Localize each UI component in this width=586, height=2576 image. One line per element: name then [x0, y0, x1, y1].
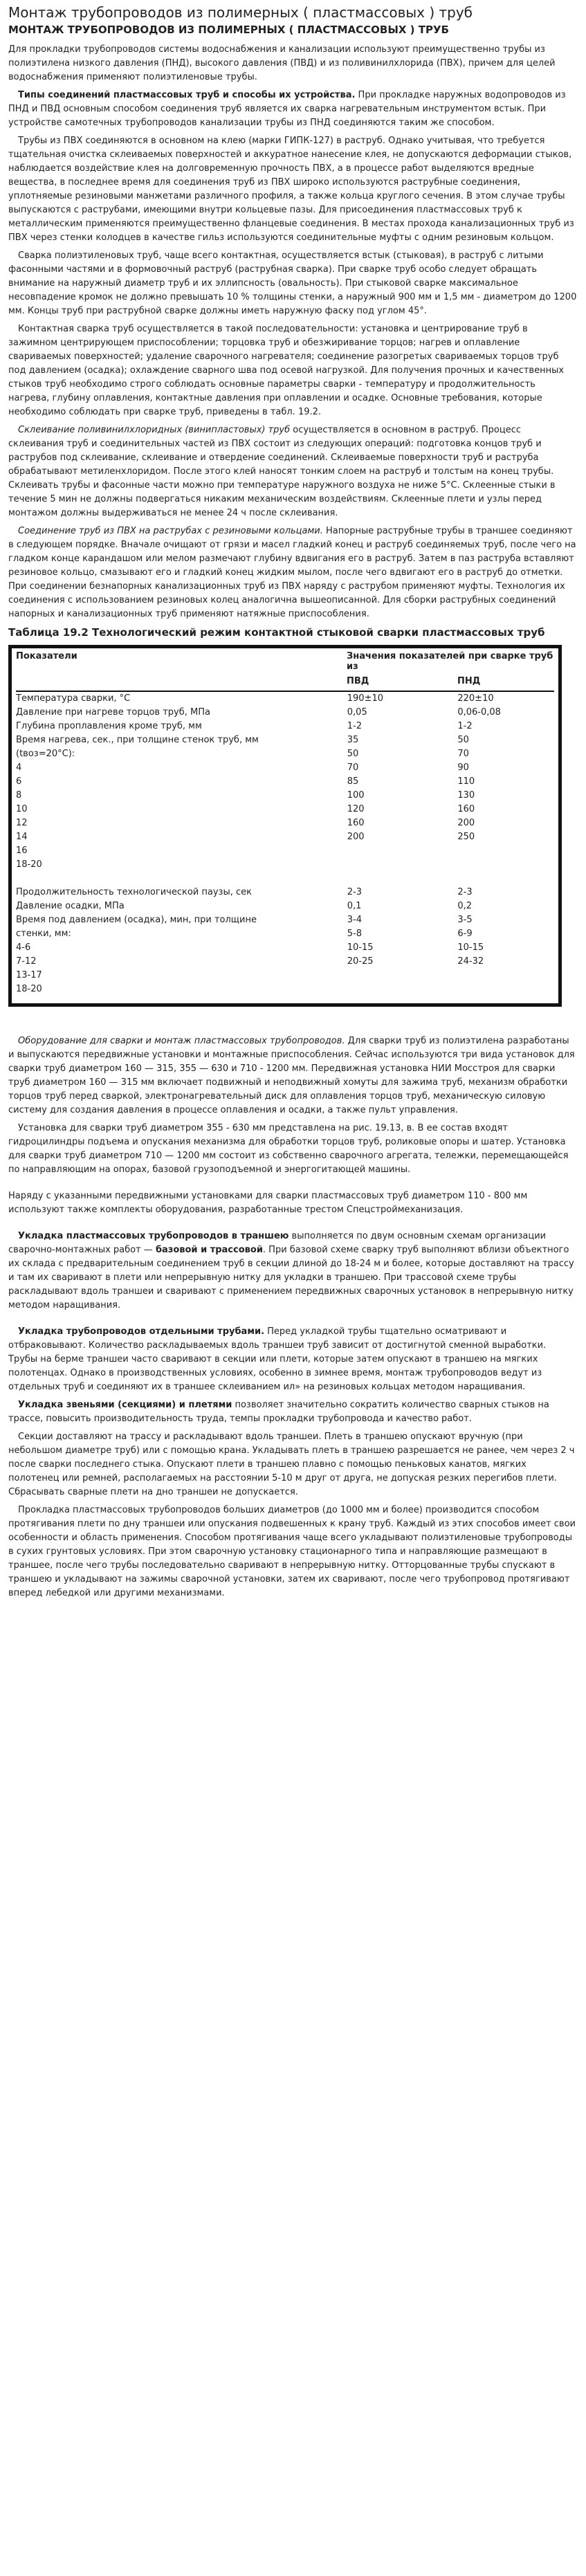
- bold-lead: Укладка пластмассовых трубопроводов в траншею: [18, 1231, 289, 1241]
- paragraph-welding: Сварка полиэтиленовых труб, чаще всего контактная, осуществляется встык (стыковая), в раструб с литыми фасонными частями и в формовочный раструб (раструбная сварка). При сварке труб особо следует обращать внимание на наружный диаметр труб и их эллипсность (овальность). При стыковой сварке максимальное несовпадение кромок не должно превышать 10 % толщины стенки, а наружный 900 мм и 1,5 мм - диаметром до 1200 мм. Концы труб при раструбной сварке должны иметь наружную фаску под углом 45°.: [8, 250, 577, 316]
- italic-lead: Оборудование для сварки и монтаж пластмассовых трубопроводов.: [18, 1036, 345, 1046]
- table-body: [16, 692, 554, 996]
- cell-pnd: 6-9: [457, 929, 473, 939]
- page-subtitle: МОНТАЖ ТРУБОПРОВОДОВ ИЗ ПОЛИМЕРНЫХ ( ПЛАСТМАССОВЫХ ) ТРУБ: [8, 24, 449, 36]
- table-row: [16, 844, 554, 858]
- cell-pnd: 220±10: [457, 693, 494, 704]
- header-params: Показатели: [16, 651, 77, 661]
- cell-pvd: [347, 858, 458, 872]
- table-row: [16, 830, 554, 844]
- table-row: [16, 761, 554, 775]
- cell-param: 10: [16, 804, 28, 814]
- cell-pnd: 10-15: [457, 942, 484, 953]
- header-pvd: ПВД: [347, 676, 369, 686]
- cell-param: 6: [16, 776, 22, 787]
- cell-pnd: 0,2: [457, 901, 473, 911]
- cell-param: Давление осадки, МПа: [16, 901, 125, 911]
- cell-pnd: 0,06-0,08: [457, 707, 501, 718]
- cell-param: 14: [16, 832, 28, 842]
- paragraph-text: Напорные раструбные трубы в траншее соединяют в следующем порядке. Вначале очищают от грязи и масел гладкий конец и раструб соединяемых труб, после чего на гладком конце карандашом или мелом размечают глубину вдвигания его в раструб. Затем в паз раструба вставляют резиновое кольцо, смазывают его и гладкий конец жидким мылом, после чего вдвигают его в раструб до отметки. При соединении безнапорных канализационных труб из ПВХ наряду с раструбом применяют муфты. Технология их соединения с использованием резиновых колец аналогична вышеописанной. Для сборки раструбных соединений напорных и канализационных труб применяют натяжные приспособления.: [8, 526, 576, 619]
- header-pnd: ПНД: [457, 676, 481, 686]
- paragraph-text: Перед укладкой трубы тщательно осматривают и отбраковывают. Количество раскладываемых вдоль траншеи труб зависит от достигнутой сменной выработки. Трубы на берме траншеи часто сваривают в секции или плети, которые затем опускают в траншею на мягких полотенцах. Однако в производственных условиях, особенно в зимнее время, монтаж трубопроводов ведут из отдельных труб и соединяют их в траншее склеиванием ил» на резиновых кольцах методом наращивания.: [8, 1326, 547, 1392]
- table-row: [16, 747, 554, 761]
- paragraph-text: осуществляется в основном в раструб. Процесс склеивания труб и соединительных частей из ПВХ состоит из следующих операций: подготовка концов труб и раструбов под склеивание, склеивание и отвердение соединений. Склеиваемые поверхности труб и раструба обрабатывают метиленхлоридом. После этого клей наносят тонким слоем на раструб и толстым на конец трубы. Склеивать трубы и фасонные части можно при температуре наружного воздуха не ниже 5°С. Склеенные стыки в течение 5 мин не должны подвергаться никаким механическим воздействиям. Склеенные плети и узлы перед монтажом должны выдерживаться не менее 24 ч после склеивания.: [8, 425, 556, 518]
- table-title: Таблица 19.2 Технологический режим контактной стыковой сварки пластмассовых труб: [8, 626, 545, 639]
- cell-param: Давление при нагреве торцов труб, МПа: [16, 707, 210, 718]
- cell-param: Время нагрева, сек., при толщине стенок труб, мм: [16, 735, 259, 745]
- paragraph-joint-types: [8, 89, 577, 130]
- welding-table: [8, 645, 562, 1007]
- cell-pvd: 160: [347, 818, 365, 828]
- cell-pnd: 250: [457, 832, 475, 842]
- cell-param: 18-20: [16, 859, 42, 870]
- table-row: [16, 872, 554, 886]
- table-row: [16, 941, 554, 955]
- paragraph-intro: Для прокладки трубопроводов системы водоснабжения и канализации используют преимущественно трубы из полиэтилена низкого давления (ПНД), высокого давления (ПВД) и из поливинилхлорида (ПВХ), причем для целей водоснабжения применяют полиэтиленовые трубы.: [8, 44, 556, 82]
- cell-pvd: 100: [347, 790, 365, 801]
- table-row: [16, 886, 554, 899]
- table-row: [16, 706, 554, 720]
- cell-pnd: 160: [457, 804, 475, 814]
- paragraph-rubber-rings: [8, 524, 577, 621]
- cell-pnd: 2-3: [457, 887, 473, 897]
- bold-term: базовой и трассовой: [155, 1245, 263, 1255]
- table-row: [16, 789, 554, 803]
- cell-pnd: 110: [457, 776, 475, 787]
- italic-lead: Соединение труб из ПВХ на раструбах с резиновыми кольцами.: [18, 526, 323, 536]
- cell-pvd: 50: [347, 749, 359, 759]
- cell-param: (tвоз=20°С):: [16, 749, 75, 759]
- table-row: [16, 858, 554, 872]
- header-subcols: [347, 676, 554, 686]
- table-row: [16, 816, 554, 830]
- paragraph-large-diameter: Прокладка пластмассовых трубопроводов больших диаметров (до 1000 мм и более) производится способом протягивания плети по дну траншеи или опускания подвешенных к крану труб. Каждый из этих способов имеет свои особенности и область применения. Способом протягивания чаще всего укладывают полиэтиленовые трубопроводы в сухих грунтовых условиях. При этом сварочную установку стационарного типа и направляющие размещают в траншее, после чего трубы последовательно сваривают в непрерывную нитку. Отторцованные трубы спускают в траншею и укладывают на зажимы сварочной установки, затем их сваривают, после чего трубопровод протягивают вперед лебедкой или другими механизмами.: [8, 1505, 576, 1598]
- cell-pnd: 50: [457, 735, 469, 745]
- paragraph-separate-pipes: [8, 1325, 577, 1394]
- cell-pvd: 1-2: [347, 721, 362, 731]
- cell-pvd: 0,05: [347, 707, 367, 718]
- cell-param: 4: [16, 762, 22, 773]
- cell-pvd: 2-3: [347, 887, 362, 897]
- paragraph-pvc-glue: Трубы из ПВХ соединяются в основном на клею (марки ГИПК-127) в раструб. Однако учитывая, что требуется тщательная очистка склеиваемых поверхностей и аккуратное нанесение клея, не допускаются деформации стыков, наблюдается воздействие клея на долговременную прочность ПВХ, а в процессе работ выделяются вредные вещества, в последнее время для соединения труб из ПВХ широко используются раструбные соединения, уплотняемые резиновыми манжетами различного профиля, а также кольца круглого сечения. В этом случае трубы выпускаются с раструбами, имеющими внутри кольцевые пазы. Для присоединения пластмассовых труб к металлическим применяются преимущественно фланцевые соединения. В местах прохода канализационных труб из ПВХ через стенки колодцев в качестве гильз используются соединительные муфты с одним резиновым кольцом.: [8, 136, 574, 243]
- cell-pvd: 5-8: [347, 929, 362, 939]
- table-header: [16, 651, 554, 692]
- cell-pnd: 130: [457, 790, 475, 801]
- paragraph-text: . При базовой схеме сварку труб выполняют вблизи объектного их склада с предварительным соединением труб в секции длиной до 18-24 м и более, которые доставляют на трассу и там их сваривают в плети или непрерывную нитку для укладки в траншею. При трассовой схеме трубы раскладывают вдоль траншеи и сваривают с применением передвижных сварочных установок в непрерывную нитку методом наращивания.: [8, 1245, 574, 1310]
- paragraph-text: позволяет значительно сократить количество сварных стыков на трассе, повысить производительность труда, темпы прокладки трубопровода и качество работ.: [8, 1400, 549, 1424]
- paragraph-text: Для сварки труб из полиэтилена разработаны и выпускаются передвижные установки и монтажные приспособления. Сейчас используются три вида установок для сварки труб диаметром 160 — 315, 355 — 630 и 710 - 1200 мм. Передвижная установка НИИ Мосстроя для сварки труб диаметром 160 — 315 мм включает подвижный и неподвижный хомуты для зажима труб, механизм обработки торцов труб перед сваркой, электронагревательный диск для оплавления торцов труб, механическую силовую систему для создания давления в процессе оплавления и осадки, а также пульт управления.: [8, 1036, 575, 1115]
- cell-pnd: [457, 872, 554, 886]
- paragraph-text: При прокладке наружных водопроводов из ПНД и ПВД основным способом соединения труб является их сварка нагревательным инструментом встык. При устройстве самотечных трубопроводов канализации трубы из ПНД соединяются таким же способом.: [8, 90, 566, 128]
- table-row: [16, 733, 554, 747]
- cell-pnd: 24-32: [457, 956, 484, 967]
- cell-pnd: [457, 969, 554, 983]
- italic-lead: Склеивание поливинилхлоридных (винипластовых) труб: [18, 425, 291, 435]
- cell-pvd: 70: [347, 762, 359, 773]
- table-row: [16, 803, 554, 816]
- cell-param: Продолжительность технологической паузы, сек: [16, 887, 252, 897]
- bold-lead: Укладка звеньями (секциями) и плетями: [18, 1400, 232, 1410]
- table-row: [16, 775, 554, 789]
- cell-pvd: 20-25: [347, 956, 374, 967]
- paragraph-sections: [8, 1398, 577, 1426]
- cell-param: 4-6: [16, 942, 31, 953]
- cell-param: 16: [16, 846, 28, 856]
- cell-pvd: [347, 983, 458, 996]
- paragraph-gluing: [8, 423, 577, 520]
- table-row: [16, 720, 554, 733]
- cell-param: Время под давлением (осадка), мин, при толщине: [16, 915, 257, 925]
- cell-pvd: 120: [347, 804, 365, 814]
- paragraph-text: выполняется по двум основным схемам организации сварочно-монтажных работ —: [8, 1231, 547, 1255]
- cell-pnd: [457, 983, 554, 996]
- cell-pnd: 70: [457, 749, 469, 759]
- cell-param: [16, 872, 347, 886]
- cell-pnd: 90: [457, 762, 469, 773]
- table-row: [16, 927, 554, 941]
- cell-pvd: [347, 969, 458, 983]
- table-row: [16, 969, 554, 983]
- paragraph-installation-355: Установка для сварки труб диаметром 355 - 630 мм представлена на рис. 19.13, в. В ее состав входят гидроцилиндры подъема и опускания механизма для обработки торцов труб, роликовые опоры и шатер. Установка для сварки труб диаметром 710 — 1200 мм состоит из собственно сварочного агрегата, тележки, перемещающейся по направляющим на опорах, базовой грузоподъемной и энергогитающей машины.: [8, 1123, 569, 1175]
- header-values: [347, 651, 554, 686]
- table-row: [16, 913, 554, 927]
- cell-param: Температура сварки, °С: [16, 693, 131, 704]
- cell-pvd: 85: [347, 776, 359, 787]
- paragraph-laying-trench: [8, 1230, 577, 1313]
- cell-param: 7-12: [16, 956, 37, 967]
- table-row: [16, 955, 554, 969]
- cell-pvd: 3-4: [347, 915, 362, 925]
- cell-param: стенки, мм:: [16, 929, 71, 939]
- paragraph-equipment-sets: Наряду с указанными передвижными установками для сварки пластмассовых труб диаметром 110 - 800 мм используют также комплекты оборудования, разработанные трестом Спецстроймеханизация.: [8, 1191, 528, 1215]
- cell-pvd: 10-15: [347, 942, 374, 953]
- bold-lead: Типы соединений пластмассовых труб и способы их устройства.: [18, 90, 356, 100]
- table-row: [16, 692, 554, 706]
- cell-pvd: 0,1: [347, 901, 362, 911]
- cell-pnd: 200: [457, 818, 475, 828]
- table-row: [16, 899, 554, 913]
- cell-pnd: [457, 844, 554, 858]
- paragraph-contact-welding: Контактная сварка труб осуществляется в такой последовательности: установка и центрирование труб в зажимном центрирующем приспособлении; торцовка труб и обезжиривание торцов; нагрев и оплавление свариваемых поверхностей; удаление сварочного нагревателя; соединение разогретых свариваемых торцов труб под давлением (осадка); охлаждение сварного шва под осевой нагрузкой. Для получения прочных и качественных стыков труб необходимо строго соблюдать основные параметры сварки - температуру и продолжительность нагрева, глубину оплавления, контактные давления при оплавлении и осадке. Основные требования, которые необходимо соблюдать при сварке труб, приведены в табл. 19.2.: [8, 324, 565, 417]
- cell-param: 8: [16, 790, 22, 801]
- page-title: Монтаж трубопроводов из полимерных ( пластмассовых ) труб: [8, 4, 473, 21]
- paragraph-lowering: Секции доставляют на трассу и раскладывают вдоль траншеи. Плеть в траншею опускают вручную (при небольшом диаметре труб) или с помощью крана. Укладывать плеть в траншею разрешается не ранее, чем через 2 ч после сварки последнего стыка. Опускают плети в траншею плавно с помощью пеньковых канатов, мягких полотенец или ремней, располагаемых на расстоянии 5-10 м друг от друга, не допуская резких перегибов плети. Сбрасывать сварные плети на дно траншеи не допускается.: [8, 1432, 575, 1497]
- cell-pvd: [347, 872, 458, 886]
- cell-pnd: 3-5: [457, 915, 473, 925]
- cell-pvd: 190±10: [347, 693, 384, 704]
- cell-pvd: 200: [347, 832, 365, 842]
- cell-pvd: [347, 844, 458, 858]
- cell-pnd: 1-2: [457, 721, 473, 731]
- header-values-label: Значения показателей при сварке труб из: [347, 651, 553, 672]
- cell-param: Глубина проплавления кроме труб, мм: [16, 721, 202, 731]
- bold-lead: Укладка трубопроводов отдельными трубами.: [18, 1326, 265, 1337]
- cell-pnd: [457, 858, 554, 872]
- cell-param: 13-17: [16, 970, 42, 980]
- cell-param: 18-20: [16, 984, 42, 994]
- cell-pvd: 35: [347, 735, 359, 745]
- document-page: [8, 4, 577, 1605]
- table-row: [16, 983, 554, 996]
- paragraph-equipment: [8, 1034, 577, 1117]
- cell-param: 12: [16, 818, 28, 828]
